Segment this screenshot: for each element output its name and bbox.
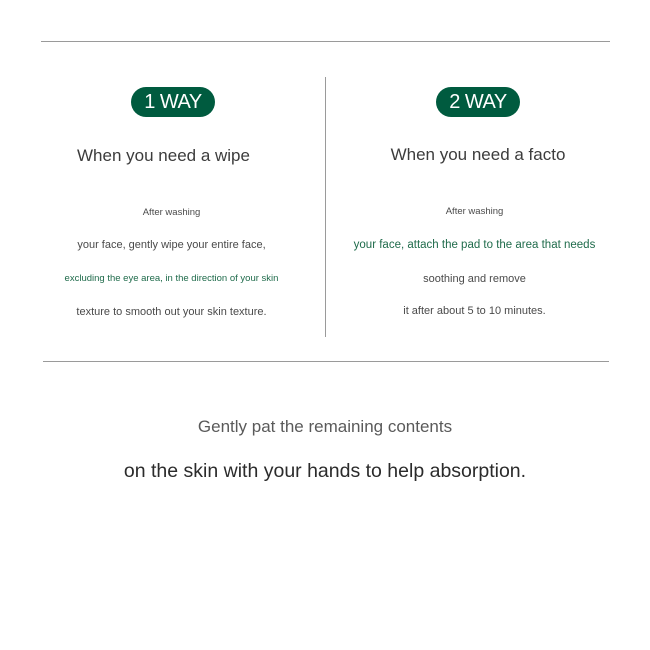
way1-instruction-line: texture to smooth out your skin texture. [76,306,267,318]
way2-section [326,0,650,361]
bottom-divider [43,361,609,362]
way2-instruction-line: soothing and remove [423,273,526,285]
way2-instruction-line: After washing [445,206,504,217]
way1-section [0,0,325,361]
way2-badge: 2 WAY [436,87,520,117]
way1-instruction-line: After washing [142,207,201,218]
closing-line-2: on the skin with your hands to help absorption. [123,460,527,482]
way1-instruction-highlight: excluding the eye area, in the direction of your skin [64,273,279,284]
way2-instruction-line: it after about 5 to 10 minutes. [403,305,546,317]
way2-instruction-highlight: your face, attach the pad to the area that needs [353,239,596,251]
way2-heading: When you need a facto [390,145,566,164]
closing-line-1: Gently pat the remaining contents [197,417,453,436]
way1-heading: When you need a wipe [77,146,250,165]
way1-instruction-line: your face, gently wipe your entire face, [77,239,266,251]
way1-badge: 1 WAY [131,87,215,117]
